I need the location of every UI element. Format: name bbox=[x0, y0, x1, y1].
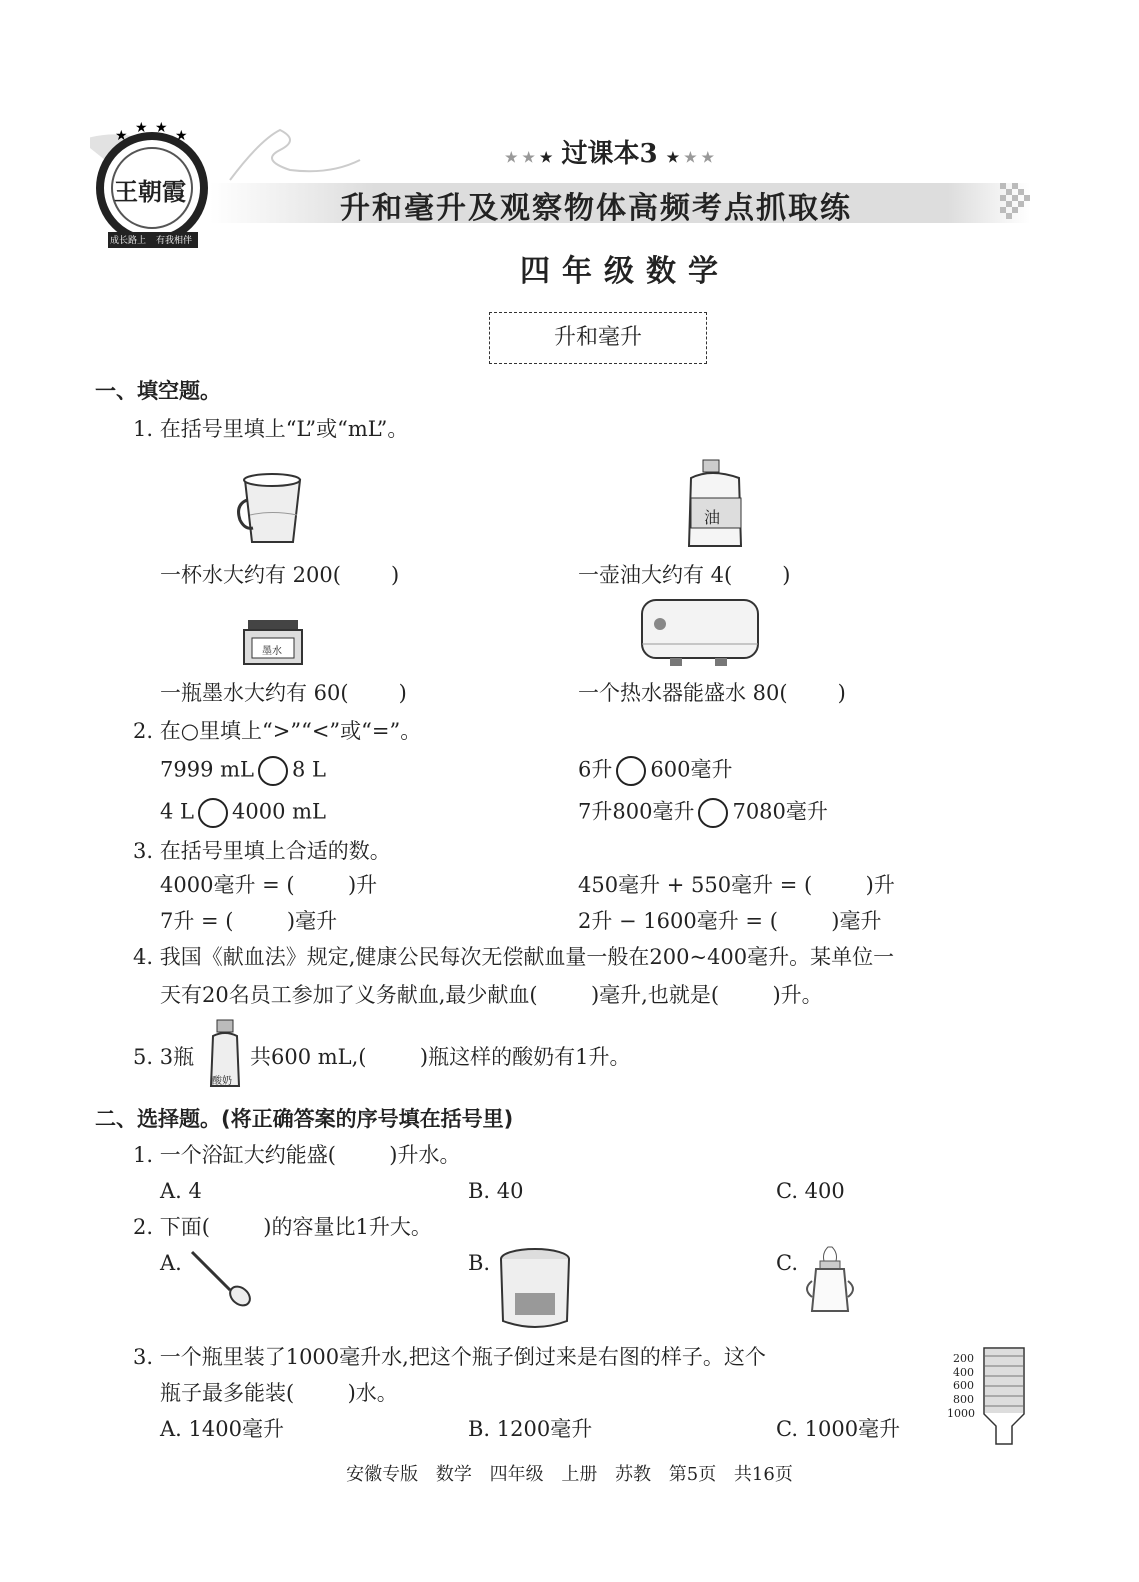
q1-item-heater: 一个热水器能盛水 80( ) bbox=[578, 681, 846, 705]
option-b[interactable]: B. 1200毫升 bbox=[468, 1417, 593, 1441]
option-a[interactable]: A. bbox=[160, 1251, 182, 1275]
yogurt-label: 酸奶 bbox=[212, 1076, 232, 1087]
ink-label: 墨水 bbox=[262, 646, 282, 657]
spoon-image bbox=[188, 1248, 258, 1312]
part2-heading: 二、选择题。(将正确答案的序号填在括号里) bbox=[95, 1107, 514, 1131]
p2q1-stem: 1. 一个浴缸大约能盛( )升水。 bbox=[133, 1143, 461, 1167]
section-box: 升和毫升 bbox=[489, 312, 707, 364]
p2q2-stem: 2. 下面( )的容量比1升大。 bbox=[133, 1215, 432, 1239]
q2-row: 7999 mL 8 L bbox=[160, 756, 326, 786]
page-title: 升和毫升及观察物体高频考点抓取练 bbox=[340, 191, 852, 226]
option-a[interactable]: A. 1400毫升 bbox=[160, 1417, 284, 1441]
logo-slogan-right: 有我相伴 bbox=[156, 236, 193, 246]
page-footer: 安徽专版 数学 四年级 上册 苏教 第5页 共16页 bbox=[346, 1464, 793, 1485]
compare-circle[interactable] bbox=[198, 798, 228, 828]
option-c[interactable]: C. 400 bbox=[776, 1179, 845, 1203]
q3-line: 450毫升 + 550毫升 = ( )升 bbox=[578, 873, 895, 897]
q4-line1: 4. 我国《献血法》规定,健康公民每次无偿献血量一般在200~400毫升。某单位一 bbox=[133, 945, 895, 969]
compare-circle[interactable] bbox=[258, 756, 288, 786]
star-icon: ★ bbox=[539, 150, 553, 166]
water-heater-image bbox=[640, 598, 760, 672]
q2-stem: 2. 在○里填上“>”“<”或“=”。 bbox=[133, 719, 422, 743]
svg-text:★: ★ bbox=[175, 128, 188, 144]
option-b[interactable]: B. 40 bbox=[468, 1179, 524, 1203]
option-b[interactable]: B. bbox=[468, 1251, 491, 1275]
q2-row: 7升800毫升 7080毫升 bbox=[578, 798, 828, 828]
q2-row: 4 L 4000 mL bbox=[160, 798, 326, 828]
p2q3-line1: 3. 一个瓶里装了1000毫升水,把这个瓶子倒过来是右图的样子。这个 bbox=[133, 1345, 766, 1369]
q1-item-water: 一杯水大约有 200( ) bbox=[160, 563, 400, 587]
cup-image bbox=[225, 470, 315, 554]
part1-heading: 一、填空题。 bbox=[95, 379, 221, 403]
q5-post: 共600 mL,( )瓶这样的酸奶有1升。 bbox=[250, 1045, 631, 1069]
q1-stem: 1. 在括号里填上“L”或“mL”。 bbox=[133, 417, 409, 441]
baby-bottle-image bbox=[800, 1245, 860, 1319]
q1-item-ink: 一瓶墨水大约有 60( ) bbox=[160, 681, 407, 705]
logo bbox=[90, 120, 220, 260]
svg-text:★: ★ bbox=[115, 128, 128, 144]
compare-circle[interactable] bbox=[616, 756, 646, 786]
scale-label: 800 bbox=[953, 1393, 974, 1406]
q5-pre: 5. 3瓶 bbox=[133, 1045, 195, 1069]
scale-label: 600 bbox=[953, 1379, 974, 1392]
series-label: ★ ★ ★ 过课本3 ★ ★ ★ bbox=[505, 139, 715, 169]
checker-decoration bbox=[1000, 183, 1036, 227]
grade-subject: 四年级数学 bbox=[520, 254, 730, 289]
q3-line: 7升 = ( )毫升 bbox=[160, 909, 338, 933]
star-icon: ★ bbox=[666, 150, 680, 166]
q3-line: 2升 − 1600毫升 = ( )毫升 bbox=[578, 909, 882, 933]
option-c[interactable]: C. 1000毫升 bbox=[776, 1417, 901, 1441]
scale-label: 200 bbox=[953, 1352, 974, 1365]
logo-text: 王朝霞 bbox=[114, 177, 186, 206]
q3-stem: 3. 在括号里填上合适的数。 bbox=[133, 839, 391, 863]
scale-label: 400 bbox=[953, 1366, 974, 1379]
star-icon: ★ ★ bbox=[505, 150, 540, 166]
logo-slogan-left: 成长路上 bbox=[110, 236, 147, 246]
q2-row: 6升 600毫升 bbox=[578, 756, 732, 786]
svg-text:★: ★ bbox=[155, 120, 168, 136]
compare-circle[interactable] bbox=[698, 798, 728, 828]
rice-cooker-image bbox=[495, 1245, 575, 1339]
svg-text:★: ★ bbox=[135, 120, 148, 136]
p2q3-line2: 瓶子最多能装( )水。 bbox=[160, 1381, 398, 1405]
option-c[interactable]: C. bbox=[776, 1251, 798, 1275]
q3-line: 4000毫升 = ( )升 bbox=[160, 873, 378, 897]
q1-item-oil: 一壶油大约有 4( ) bbox=[578, 563, 791, 587]
star-icon: ★ ★ bbox=[679, 150, 715, 166]
scale-label: 1000 bbox=[947, 1407, 975, 1420]
q4-line2: 天有20名员工参加了义务献血,最少献血( )毫升,也就是( )升。 bbox=[160, 983, 823, 1007]
option-a[interactable]: A. 4 bbox=[160, 1179, 202, 1203]
oil-label: 油 bbox=[704, 508, 721, 527]
